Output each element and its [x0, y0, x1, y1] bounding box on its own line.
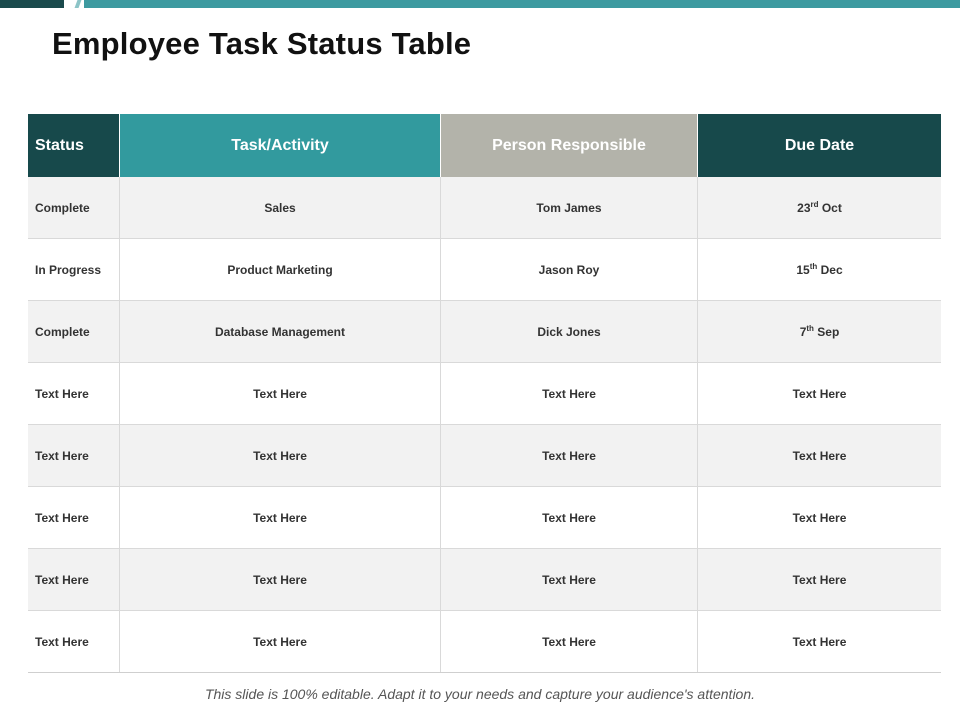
due-month: Oct	[818, 200, 842, 215]
top-accent-bar	[0, 0, 960, 8]
accent-teal-segment	[84, 0, 960, 8]
cell-due-date	[698, 425, 942, 487]
table-row	[28, 301, 941, 363]
table-row	[28, 425, 941, 487]
cell-task: Text Here	[120, 425, 441, 487]
cell-person: Text Here	[441, 363, 698, 425]
table-body	[28, 177, 941, 673]
header-person: Person Responsible	[441, 114, 698, 177]
cell-status: Complete	[28, 177, 120, 239]
cell-task: Sales	[120, 177, 441, 239]
due-ordinal: th	[809, 261, 818, 271]
due-day: 23	[797, 200, 811, 215]
task-status-table	[28, 114, 941, 673]
cell-due-date	[698, 487, 942, 549]
due-day: Text Here	[792, 572, 847, 587]
cell-status: Text Here	[28, 363, 120, 425]
cell-person: Text Here	[441, 549, 698, 611]
due-day: 15	[796, 262, 810, 277]
accent-slash	[65, 0, 74, 8]
due-ordinal: th	[806, 323, 814, 333]
header-status: Status	[28, 114, 120, 177]
cell-due-date	[698, 363, 942, 425]
table-header	[28, 114, 941, 177]
header-task: Task/Activity	[120, 114, 441, 177]
cell-status: Text Here	[28, 611, 120, 673]
cell-task: Text Here	[120, 549, 441, 611]
accent-dark-segment	[0, 0, 64, 8]
cell-task: Text Here	[120, 487, 441, 549]
footer-note: This slide is 100% editable. Adapt it to your needs and capture your audience's attention.	[204, 686, 756, 702]
due-ordinal: rd	[810, 199, 819, 209]
due-month: Sep	[813, 324, 840, 339]
table-row	[28, 363, 941, 425]
cell-person: Text Here	[441, 611, 698, 673]
due-month: Dec	[817, 262, 843, 277]
cell-person: Tom James	[441, 177, 698, 239]
cell-task: Product Marketing	[120, 239, 441, 301]
due-day: Text Here	[792, 448, 847, 463]
cell-person: Dick Jones	[441, 301, 698, 363]
cell-person: Text Here	[441, 425, 698, 487]
cell-status: Text Here	[28, 549, 120, 611]
table-row	[28, 611, 941, 673]
table-row	[28, 487, 941, 549]
cell-person: Text Here	[441, 487, 698, 549]
header-row	[28, 114, 941, 177]
table-row	[28, 177, 941, 239]
page-title: Employee Task Status Table	[52, 26, 472, 61]
cell-due-date	[698, 611, 942, 673]
due-day: Text Here	[792, 386, 847, 401]
cell-task: Text Here	[120, 611, 441, 673]
accent-slash-light	[75, 0, 82, 8]
due-day: Text Here	[792, 634, 847, 649]
table-row	[28, 239, 941, 301]
due-day: 7	[799, 324, 807, 339]
cell-person: Jason Roy	[441, 239, 698, 301]
header-due-date: Due Date	[698, 114, 942, 177]
cell-status: In Progress	[28, 239, 120, 301]
cell-due-date	[698, 549, 942, 611]
cell-status: Text Here	[28, 487, 120, 549]
due-day: Text Here	[792, 510, 847, 525]
cell-due-date	[698, 301, 942, 363]
cell-task: Database Management	[120, 301, 441, 363]
table-row	[28, 549, 941, 611]
cell-due-date	[698, 177, 942, 239]
cell-due-date	[698, 239, 942, 301]
cell-status: Complete	[28, 301, 120, 363]
cell-task: Text Here	[120, 363, 441, 425]
cell-status: Text Here	[28, 425, 120, 487]
